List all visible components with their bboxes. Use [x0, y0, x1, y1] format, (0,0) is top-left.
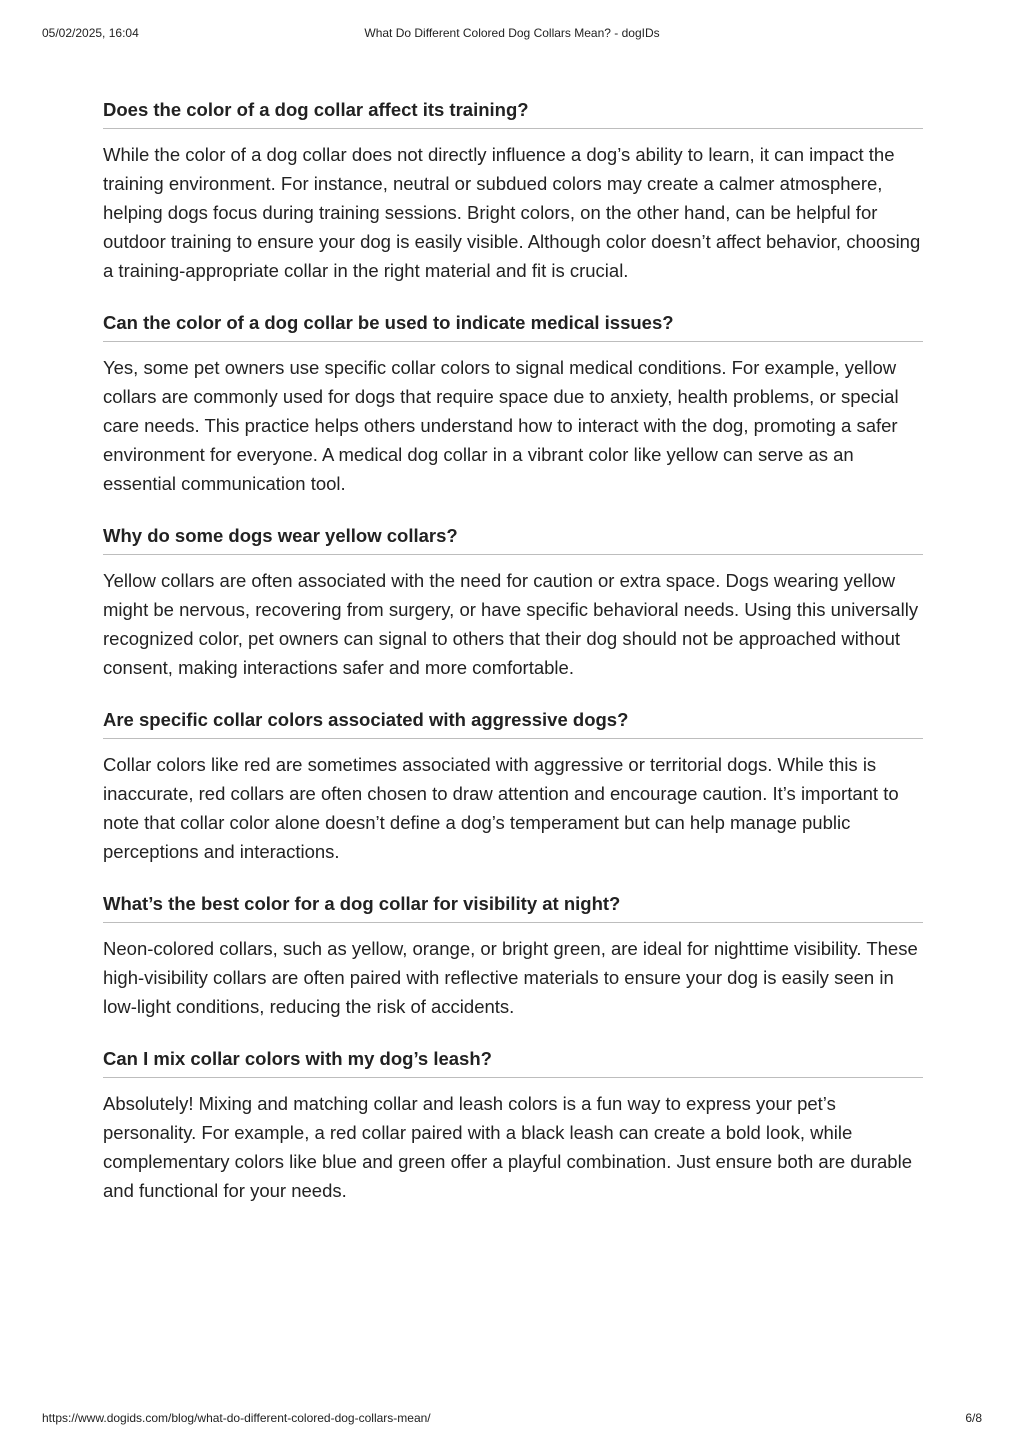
faq-answer: While the color of a dog collar does not directly influence a dog’s ability to learn, it can impact the training environment. For instance, neutral or subdued colors may create a calmer atmosphere, helping dogs focus during training sessions. Bright colors, on the other hand, can be helpful for outdoor training to ensure your dog is easily visible. Although color doesn’t affect behavior, choosing a training-appropriate collar in the right material and fit is crucial. — [103, 144, 921, 281]
faq-question: Why do some dogs wear yellow collars? — [103, 523, 923, 555]
faq-answer: Yellow collars are often associated with the need for caution or extra space. Dogs wearing yellow might be nervous, recovering from surgery, or have specific behavioral needs. Using this universally recognized color, pet owners can signal to others that their dog should not be approached without consent, making interactions safer and more comfortable. — [103, 570, 919, 678]
print-footer — [42, 1411, 982, 1427]
faq-item — [103, 523, 923, 682]
faq-question: Does the color of a dog collar affect its training? — [103, 97, 923, 129]
faq-answer: Collar colors like red are sometimes associated with aggressive or territorial dogs. While this is inaccurate, red collars are often chosen to draw attention and encourage caution. It’s important to note that collar color alone doesn’t define a dog’s temperament but can help manage public perceptions and interactions. — [103, 754, 899, 862]
print-datetime: 05/02/2025, 16:04 — [42, 26, 139, 40]
faq-question: Are specific collar colors associated with aggressive dogs? — [103, 707, 923, 739]
faq-content — [103, 97, 923, 1230]
faq-item — [103, 97, 923, 285]
faq-item — [103, 891, 923, 1021]
print-header — [42, 26, 982, 42]
faq-answer: Absolutely! Mixing and matching collar and leash colors is a fun way to express your pet’s personality. For example, a red collar paired with a black leash can create a bold look, while complementary colors like blue and green offer a playful combination. Just ensure both are durable and functional for your needs. — [103, 1093, 912, 1201]
faq-item — [103, 1046, 923, 1205]
faq-answer: Neon-colored collars, such as yellow, orange, or bright green, are ideal for nighttime visibility. These high-visibility collars are often paired with reflective materials to ensure your dog is easily seen in low-light conditions, reducing the risk of accidents. — [103, 938, 918, 1017]
faq-item — [103, 310, 923, 498]
faq-question: Can the color of a dog collar be used to indicate medical issues? — [103, 310, 923, 342]
faq-question: What’s the best color for a dog collar for visibility at night? — [103, 891, 923, 923]
print-page-title: What Do Different Colored Dog Collars Mean? - dogIDs — [364, 26, 660, 40]
faq-item — [103, 707, 923, 866]
page-number: 6/8 — [965, 1411, 982, 1425]
page-url: https://www.dogids.com/blog/what-do-different-colored-dog-collars-mean/ — [42, 1411, 431, 1425]
faq-answer: Yes, some pet owners use specific collar colors to signal medical conditions. For example, yellow collars are commonly used for dogs that require space due to anxiety, health problems, or special care needs. This practice helps others understand how to interact with the dog, promoting a safer environment for everyone. A medical dog collar in a vibrant color like yellow can serve as an essential communication tool. — [103, 357, 899, 494]
faq-question: Can I mix collar colors with my dog’s leash? — [103, 1046, 923, 1078]
